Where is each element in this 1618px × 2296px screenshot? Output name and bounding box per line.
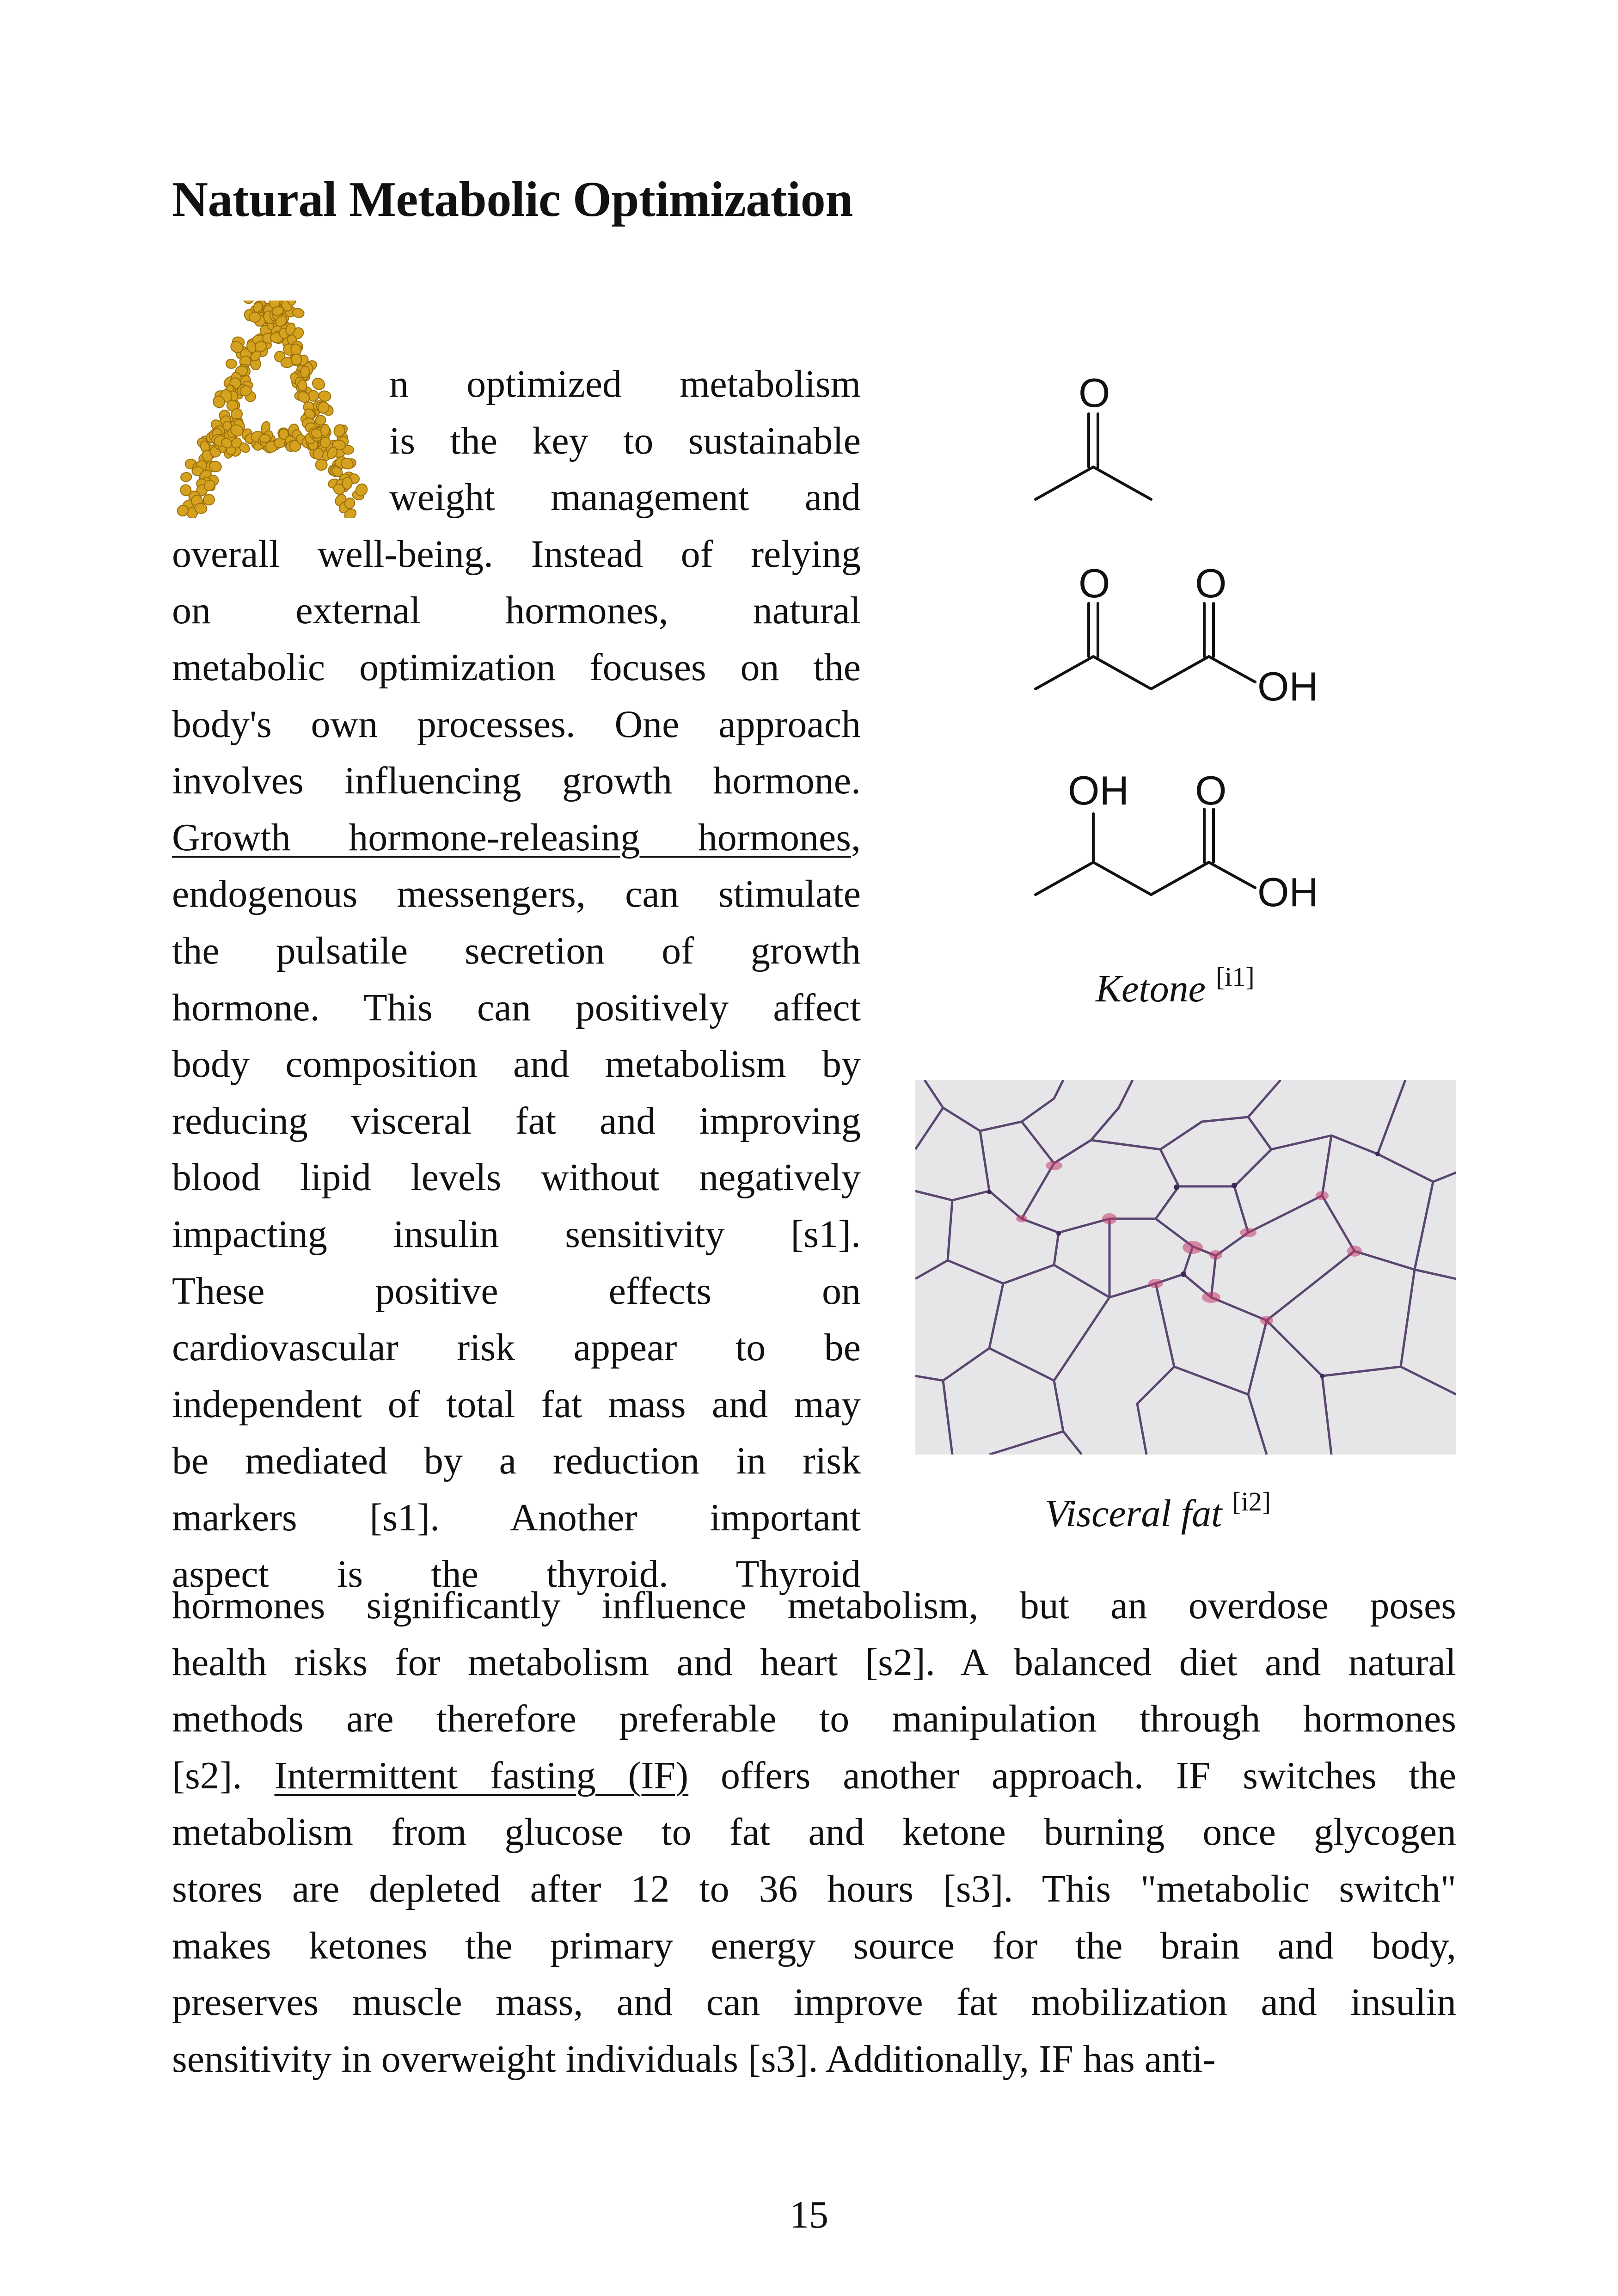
text-line: aspect is the thyroid. Thyroid — [172, 1553, 861, 1596]
atom-label: OH — [1257, 869, 1318, 915]
text-line: n optimized metabolism — [389, 362, 861, 405]
text-line: independent of total fat mass and may — [172, 1382, 861, 1426]
text-line: the pulsatile secretion of growth — [172, 929, 861, 972]
image-reference[interactable]: [i1] — [1215, 962, 1255, 992]
text-line: involves influencing growth hormone. — [172, 759, 861, 803]
text-line: be mediated by a reduction in risk — [172, 1439, 861, 1483]
text-line — [172, 1748, 1456, 1805]
text-line: weight management and — [389, 476, 861, 519]
text-line: hormone. This can positively affect — [172, 986, 861, 1029]
text-line: endogenous messengers, can stimulate — [172, 872, 861, 916]
full-text-column — [172, 1578, 1456, 2087]
text-line: stores are depleted after 12 to 36 hours [s3]. This "metabolic switch" — [172, 1867, 1456, 1910]
atom-label: O — [1079, 370, 1110, 416]
page-number: 15 — [790, 2193, 828, 2236]
text-line: makes ketones the primary energy source for the brain and body, — [172, 1924, 1456, 1967]
left-text-column — [172, 356, 861, 1603]
grain — [243, 301, 254, 304]
text-line: metabolic optimization focuses on the — [172, 645, 861, 689]
text-fragment: offers another approach. IF switches the — [720, 1754, 1457, 1797]
visceral-fat-micrograph — [915, 1080, 1456, 1455]
acetoacetic-acid-structure — [1036, 603, 1255, 689]
text-fragment: [s2]. — [172, 1754, 242, 1797]
atom-label: O — [1195, 767, 1227, 813]
text-line — [172, 810, 861, 866]
ketone-structures-figure — [1017, 370, 1350, 943]
text-line: impacting insulin sensitivity [s1]. — [172, 1212, 861, 1256]
ketone-caption — [1096, 962, 1255, 1011]
text-line: hormones significantly influence metabolism, but an overdose poses — [172, 1584, 1456, 1627]
text-line: markers [s1]. Another important — [172, 1496, 861, 1539]
text-line: on external hormones, natural — [172, 589, 861, 632]
acetone-structure — [1036, 414, 1151, 499]
image-reference[interactable]: [i2] — [1232, 1486, 1271, 1516]
text-fragment: , — [851, 816, 861, 859]
atom-label: OH — [1257, 663, 1318, 709]
text-line: blood lipid levels without negatively — [172, 1156, 861, 1199]
text-line: preserves muscle mass, and can improve fat mobilization and insulin — [172, 1981, 1456, 2024]
caption-text: Ketone — [1096, 967, 1206, 1010]
text-line: body's own processes. One approach — [172, 702, 861, 746]
text-line: health risks for metabolism and heart [s2]. A balanced diet and natural — [172, 1640, 1456, 1684]
text-line: metabolism from glucose to fat and ketone burning once glycogen — [172, 1811, 1456, 1854]
hydroxybutyric-acid-structure — [1036, 809, 1255, 895]
atom-label: O — [1079, 560, 1110, 606]
text-line: These positive effects on — [172, 1269, 861, 1313]
text-line: is the key to sustainable — [389, 419, 861, 462]
atom-label: O — [1195, 560, 1227, 606]
page-title: Natural Metabolic Optimization — [172, 172, 853, 227]
text-line: reducing visceral fat and improving — [172, 1099, 861, 1142]
atom-label: OH — [1068, 767, 1129, 813]
caption-text: Visceral fat — [1045, 1492, 1222, 1535]
text-line: sensitivity in overweight individuals [s3]. Additionally, IF has anti- — [172, 2037, 1216, 2081]
text-line: cardiovascular risk appear to be — [172, 1326, 861, 1369]
intermittent-fasting-link[interactable]: Intermittent fasting (IF) — [274, 1754, 689, 1797]
growth-hormone-link[interactable]: Growth hormone-releasing hormones — [172, 816, 851, 859]
text-line: body composition and metabolism by — [172, 1043, 861, 1086]
text-line: methods are therefore preferable to manipulation through hormones — [172, 1697, 1456, 1741]
text-line: overall well-being. Instead of relying — [172, 532, 861, 576]
visceral-fat-caption — [1045, 1486, 1271, 1536]
